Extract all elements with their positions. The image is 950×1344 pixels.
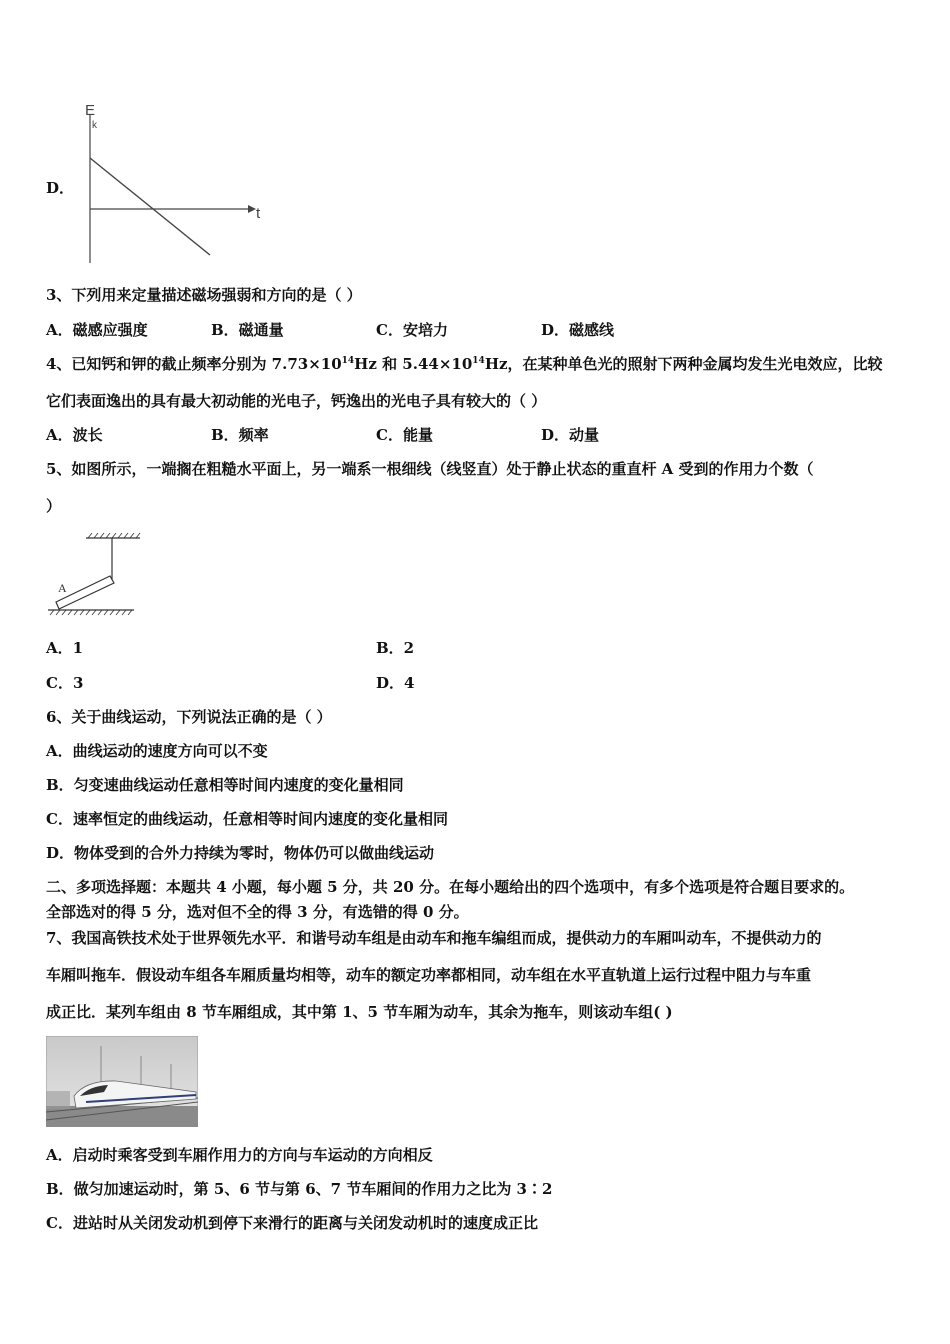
q6-option-a: A．曲线运动的速度方向可以不变 bbox=[46, 742, 268, 760]
ek-axis-label: E bbox=[85, 102, 96, 119]
q4-option-d: D．动量 bbox=[541, 426, 600, 444]
q7-stem-line1: 7、我国高铁技术处于世界领先水平．和谐号动车组是由动车和拖车编组而成，提供动力的车厢叫动车，不提供动力的 bbox=[46, 929, 822, 947]
q5-option-a: A．1 bbox=[46, 639, 84, 657]
q7-option-a: A．启动时乘客受到车厢作用力的方向与车运动的方向相反 bbox=[46, 1146, 433, 1164]
train-photo bbox=[46, 1036, 198, 1127]
q4-exponent-1: 14 bbox=[341, 356, 355, 366]
q5-stem-line1: 5、如图所示，一端搁在粗糙水平面上，另一端系一根细线（线竖直）处于静止状态的重直杆 A 受到的作用力个数（ bbox=[46, 460, 814, 478]
q4-option-a: A．波长 bbox=[46, 426, 103, 444]
q7-stem-line3: 成正比．某列车组由 8 节车厢组成，其中第 1、5 节车厢为动车，其余为拖车，则该动车组( ) bbox=[46, 1003, 673, 1021]
ground-hatch bbox=[50, 610, 132, 615]
track-bed bbox=[46, 1106, 198, 1127]
ek-axis-subscript: k bbox=[92, 120, 97, 131]
q4-option-c: C．能量 bbox=[376, 426, 433, 444]
q3-option-c: C．安培力 bbox=[376, 321, 448, 339]
t-axis-arrow bbox=[248, 205, 256, 213]
q5-option-b: B．2 bbox=[376, 639, 415, 657]
section2-line2: 全部选对的得 5 分，选对但不全的得 3 分，有选错的得 0 分。 bbox=[46, 903, 469, 921]
ek-t-graph bbox=[78, 98, 278, 268]
q6-option-d: D．物体受到的合外力持续为零时，物体仍可以做曲线运动 bbox=[46, 844, 435, 862]
q6-option-b: B．匀变速曲线运动任意相等时间内速度的变化量相同 bbox=[46, 776, 404, 794]
q5-stem-line2: ） bbox=[46, 497, 62, 515]
q3-option-b: B．磁通量 bbox=[211, 321, 284, 339]
q3-option-d: D．磁感线 bbox=[541, 321, 615, 339]
q5-option-d: D．4 bbox=[376, 674, 415, 692]
ceiling-hatch bbox=[88, 533, 140, 538]
q5-option-c: C．3 bbox=[46, 674, 84, 692]
q2-option-d-label: D． bbox=[46, 179, 75, 197]
q4-exponent-2: 14 bbox=[472, 356, 485, 366]
q4-option-b: B．频率 bbox=[211, 426, 269, 444]
t-axis-label: t bbox=[256, 205, 261, 222]
q7-option-b: B．做匀加速运动时，第 5、6 节与第 6、7 节车厢间的作用力之比为 3∶2 bbox=[46, 1180, 553, 1198]
ek-line bbox=[90, 158, 210, 255]
q7-stem-line2: 车厢叫拖车．假设动车组各车厢质量均相等，动车的额定功率都相同，动车组在水平直轨道上运行过程中阻力与车重 bbox=[46, 966, 812, 984]
q4-stem-line1: 4、已知钙和钾的截止频率分别为 $7.73\times 10^{14}Hz$ 和 $5.44\times 10^{14}Hz$，在某种单色光的照射下两种金属均发生光电效应，比较 bbox=[46, 355, 883, 373]
q4-stem-line2: 它们表面逸出的具有最大初动能的光电子，钙逸出的光电子具有较大的（ ） bbox=[46, 392, 547, 410]
rod-label: A bbox=[58, 581, 67, 595]
q3-stem: 3、下列用来定量描述磁场强弱和方向的是（ ） bbox=[46, 286, 362, 304]
rod-figure bbox=[44, 532, 144, 622]
q6-stem: 6、关于曲线运动，下列说法正确的是（ ） bbox=[46, 708, 332, 726]
section2-line1: 二、多项选择题：本题共 4 小题，每小题 5 分，共 20 分。在每小题给出的四个选项中，有多个选项是符合题目要求的。 bbox=[46, 878, 855, 896]
q7-option-c: C．进站时从关闭发动机到停下来滑行的距离与关闭发动机时的速度成正比 bbox=[46, 1214, 538, 1232]
q3-option-a: A．磁感应强度 bbox=[46, 321, 148, 339]
q6-option-c: C．速率恒定的曲线运动，任意相等时间内速度的变化量相同 bbox=[46, 810, 448, 828]
